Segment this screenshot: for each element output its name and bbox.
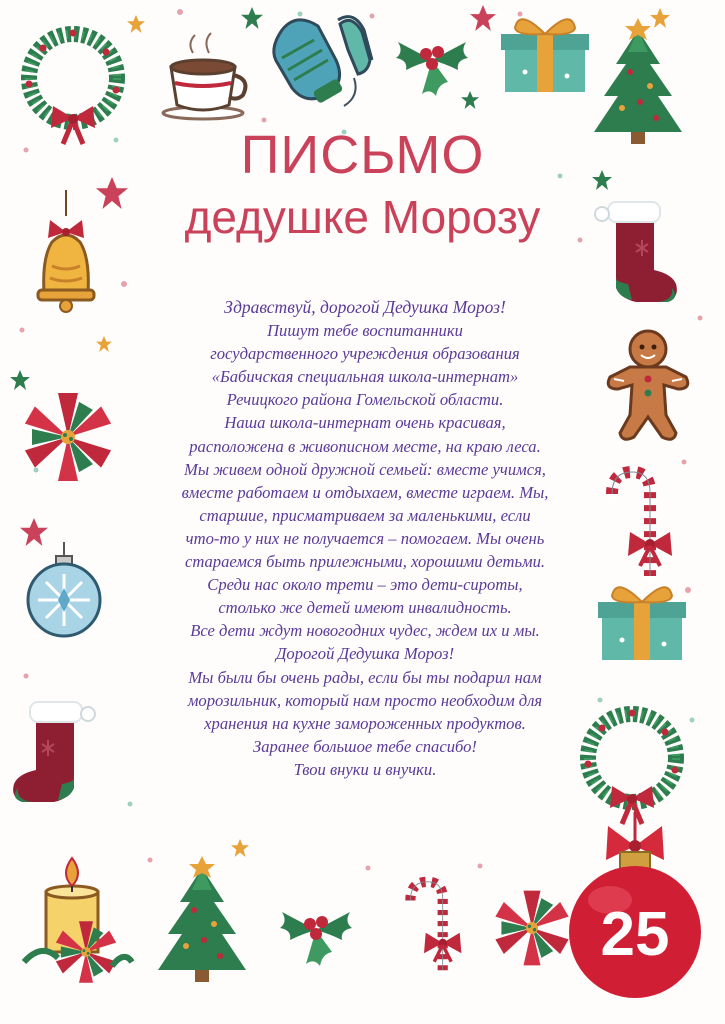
gingerbread-man-icon xyxy=(608,331,688,439)
letter-line: Мы были бы очень рады, если бы ты подарил нам xyxy=(188,667,542,687)
poinsettia-icon xyxy=(495,891,568,966)
letter-line: Среди нас около трети – это дети-сироты, xyxy=(207,575,523,595)
letter-line: хранения на кухне замороженных продуктов. xyxy=(204,713,526,733)
letter-body xyxy=(140,296,590,781)
letter-line: что-то у них не получается – помогаем. Мы очень xyxy=(185,528,545,548)
gift-icon xyxy=(598,587,686,660)
letter-line: Заранее большое тебе спасибо! xyxy=(253,736,477,756)
letter-line: государственного учреждения образования xyxy=(210,344,520,364)
letter-line: Здравствуй, дорогой Дедушка Мороз! xyxy=(224,297,506,317)
letter-line: Пишут тебе воспитанники xyxy=(267,321,463,341)
letter-line: Твои внуки и внучки. xyxy=(293,759,437,779)
page-subtitle: дедушке Морозу xyxy=(184,191,541,243)
holly-icon xyxy=(396,42,468,96)
wreath-icon xyxy=(585,710,679,825)
letter-line: вместе работаем и отдыхаем, вместе играем. Мы, xyxy=(181,482,549,502)
letter-line: стараемся быть прилежными, хорошими детьми. xyxy=(184,552,546,572)
letter-line: Мы живем одной дружной семьей: вместе учимся, xyxy=(184,459,546,479)
letter-line: столько же детей имеют инвалидность. xyxy=(218,598,512,618)
candle-icon xyxy=(24,858,132,983)
letter-line: Речицкого района Гомельской области. xyxy=(226,390,504,410)
candy-cane-icon xyxy=(612,472,672,576)
letter-line: Все дети ждут новогодних чудес, ждем их и мы. xyxy=(190,621,540,641)
number-badge: 25 xyxy=(600,900,670,969)
letter-line: «Бабичская специальная школа-интернат» xyxy=(211,367,519,387)
christmas-tree-icon xyxy=(158,856,246,982)
poinsettia-icon xyxy=(25,393,111,481)
letter-line: расположена в живописном месте, на краю леса. xyxy=(189,436,541,456)
stocking-icon xyxy=(13,702,95,802)
mittens-icon xyxy=(274,17,372,106)
ornament-icon xyxy=(28,542,100,636)
letter-line: морозильник, который нам просто необходим для xyxy=(187,690,543,710)
holly-icon xyxy=(280,912,352,966)
letter-line: Дорогой Дедушка Мороз! xyxy=(275,644,455,664)
gift-icon xyxy=(501,19,589,92)
coffee-cup-icon xyxy=(163,33,245,119)
letter-line: старшие, присматриваем за маленькими, если xyxy=(199,505,531,525)
candy-cane-icon xyxy=(410,882,461,970)
letter-line: Наша школа-интернат очень красивая, xyxy=(224,413,506,433)
page-title: ПИСЬМО xyxy=(240,125,485,185)
